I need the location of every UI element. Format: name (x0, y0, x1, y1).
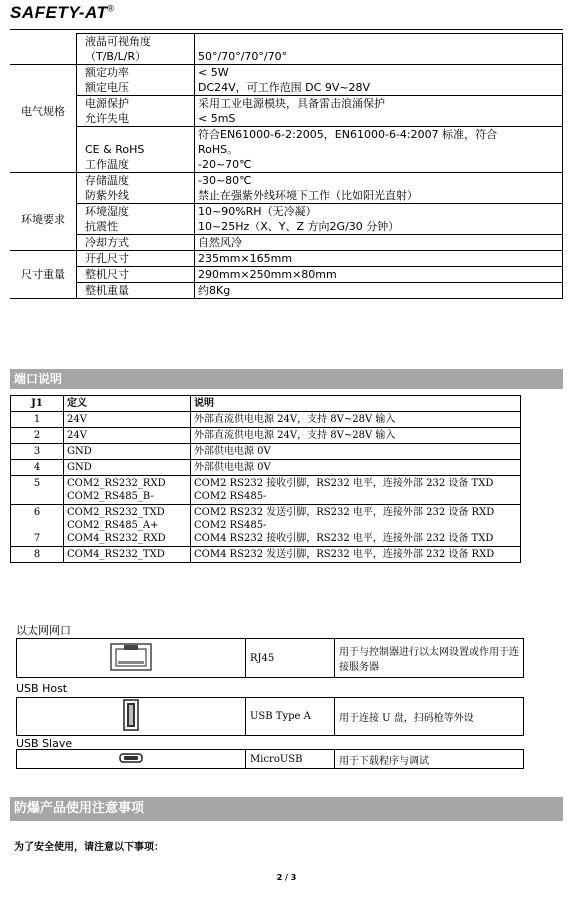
spec-value: 290mm×250mm×80mm (195, 267, 563, 283)
port-col-def: 定义 (64, 396, 191, 412)
usb-slave-desc: 用于下载程序与调试 (335, 750, 524, 769)
explosion-section-title: 防爆产品使用注意事项 (14, 801, 145, 816)
port-definition: COM2_RS232_TXD COM2_RS485_A+ COM4_RS232_RXD (64, 505, 191, 547)
port-row (11, 412, 521, 428)
spec-category (10, 283, 77, 299)
port-number: 1 (11, 412, 64, 428)
spec-label: 液晶可视角度 （T/B/L/R） (77, 34, 195, 65)
usb-host-icon-cell (17, 698, 246, 736)
port-col-desc: 说明 (191, 396, 521, 412)
spec-category: 环境要求 (21, 212, 65, 226)
explosion-section-header (10, 797, 563, 821)
spec-label: 电源保护 允许失电 (77, 96, 195, 127)
rj45-port-icon (110, 643, 152, 671)
spec-value: 符合EN61000-6-2:2005，EN61000-6-4:2007 标准，符合 RoHS。 -20~70℃ (195, 127, 563, 173)
port-definition: GND (64, 444, 191, 460)
port-number: 3 (11, 444, 64, 460)
spec-label: CE & RoHS 工作温度 (77, 127, 195, 173)
spec-value: 50°/70°/70°/70° (195, 34, 563, 65)
port-description: 外部供电电源 0V (191, 460, 521, 476)
spec-row (10, 251, 563, 267)
header-divider (10, 29, 563, 30)
port-description: COM2 RS232 接收引脚，RS232 电平，连接外部 232 设备 TXD COM2 RS485- (191, 476, 521, 505)
usb-host-desc: 用于连接 U 盘，扫码枪等外设 (335, 698, 524, 736)
spec-category (10, 173, 77, 204)
spec-value: 235mm×165mm (195, 251, 563, 267)
spec-value: -30~80℃ 禁止在强紫外线环境下工作（比如阳光直射） (195, 173, 563, 204)
port-number: 5 (11, 476, 64, 505)
usb-a-port-icon (123, 699, 139, 731)
usb-slave-table (16, 749, 524, 769)
spec-row (10, 34, 563, 65)
port-row (11, 428, 521, 444)
port-row (11, 444, 521, 460)
spec-label: 整机重量 (77, 283, 195, 299)
port-number: 2 (11, 428, 64, 444)
spec-row (10, 283, 563, 299)
spec-category (10, 34, 77, 65)
spec-category (10, 65, 77, 96)
port-description: 外部直流供电电源 24V，支持 8V~28V 输入 (191, 428, 521, 444)
brand-name: SAFETY-AT (10, 3, 108, 22)
spec-row (10, 65, 563, 96)
spec-table (10, 33, 563, 299)
port-definition: 24V (64, 428, 191, 444)
port-col-j1: J1 (11, 396, 64, 412)
usb-host-name: USB Type A (246, 698, 335, 736)
spec-value: 采用工业电源模块，具备雷击浪涌保护 < 5mS (195, 96, 563, 127)
port-description: 外部供电电源 0V (191, 444, 521, 460)
spec-row (10, 235, 563, 251)
usb-host-table (16, 697, 524, 736)
spec-value: 自然风冷 (195, 235, 563, 251)
usb-slave-icon-cell (17, 750, 246, 769)
spec-category: 电气规格 (21, 104, 65, 118)
port-definition: 24V (64, 412, 191, 428)
port-row (11, 505, 521, 547)
port-definition: GND (64, 460, 191, 476)
spec-category (10, 235, 77, 251)
usb-host-title: USB Host (16, 682, 68, 695)
ethernet-title: 以太网网口 (16, 624, 71, 637)
page-number: 2 / 3 (276, 873, 297, 882)
spec-value: 10~90%RH（无冷凝） 10~25Hz（X、Y、Z 方向2G/30 分钟） (195, 204, 563, 235)
port-definition: COM2_RS232_RXD COM2_RS485_B- (64, 476, 191, 505)
port-table (10, 395, 521, 563)
spec-label: 整机尺寸 (77, 267, 195, 283)
ethernet-icon-cell (17, 639, 246, 678)
registered-mark: ® (107, 3, 115, 14)
spec-row (10, 267, 563, 283)
port-row (11, 460, 521, 476)
usb-slave-title: USB Slave (16, 737, 73, 750)
spec-label: 额定功率 额定电压 (77, 65, 195, 96)
spec-label: 环境湿度 抗震性 (77, 204, 195, 235)
port-definition: COM4_RS232_TXD (64, 547, 191, 563)
spec-row (10, 96, 563, 127)
port-description: COM4 RS232 发送引脚，RS232 电平，连接外部 232 设备 RXD (191, 547, 521, 563)
micro-usb-port-icon (119, 752, 143, 764)
spec-category (10, 251, 77, 267)
spec-label: 存储温度 防紫外线 (77, 173, 195, 204)
spec-value: < 5W DC24V，可工作范围 DC 9V~28V (195, 65, 563, 96)
port-description: 外部直流供电电源 24V，支持 8V~28V 输入 (191, 412, 521, 428)
spec-value: 约8Kg (195, 283, 563, 299)
ethernet-name: RJ45 (246, 639, 335, 678)
spec-label: 冷却方式 (77, 235, 195, 251)
brand-logo (10, 3, 115, 23)
spec-row (10, 204, 563, 235)
usb-slave-name: MicroUSB (246, 750, 335, 769)
port-section-title: 端口说明 (14, 372, 63, 386)
port-description: COM2 RS232 发送引脚，RS232 电平，连接外部 232 设备 RXD COM2 RS485- COM4 RS232 接收引脚，RS232 电平，连接外部 232 设备 TXD (191, 505, 521, 547)
spec-category: 尺寸重量 (21, 268, 65, 281)
port-row (11, 547, 521, 563)
spec-category (10, 127, 77, 173)
ethernet-table (16, 638, 524, 678)
spec-row (10, 173, 563, 204)
spec-label: 开孔尺寸 (77, 251, 195, 267)
port-section-header (10, 369, 563, 389)
port-number: 8 (11, 547, 64, 563)
port-row (11, 476, 521, 505)
ethernet-desc: 用于与控制器进行以太网设置或作用于连接服务器 (335, 639, 524, 678)
port-number: 4 (11, 460, 64, 476)
port-number: 6 7 (11, 505, 64, 547)
spec-row (10, 127, 563, 173)
safety-note: 为了安全使用，请注意以下事项： (14, 842, 164, 853)
